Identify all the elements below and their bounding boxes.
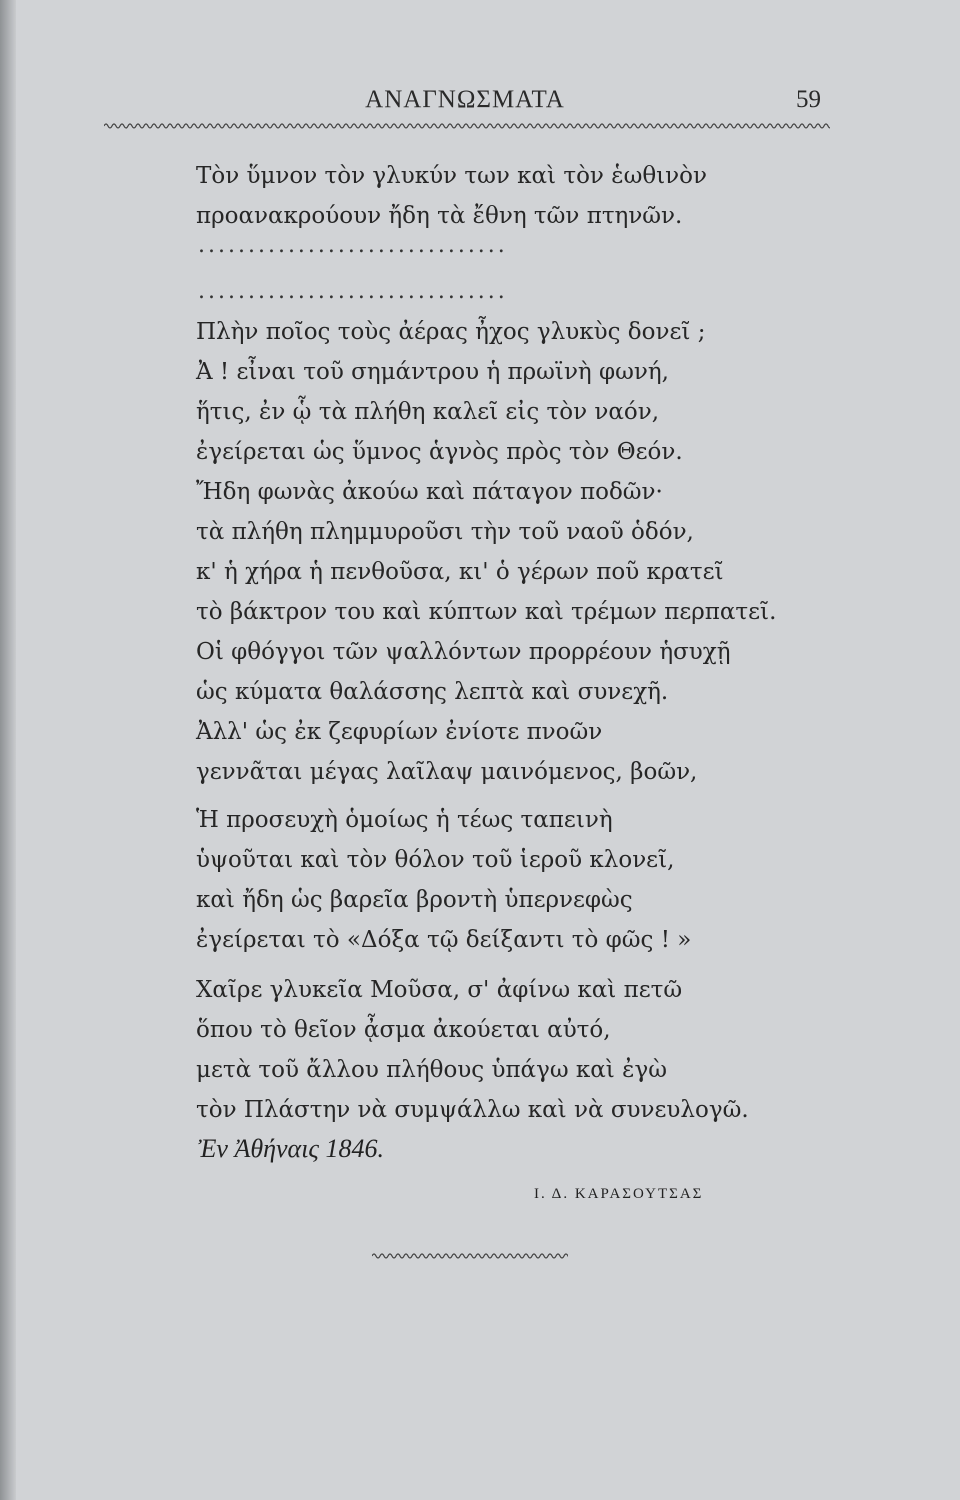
- page-edge-shadow: [0, 0, 16, 1500]
- verse-line: ὅπου τὸ θεῖον ᾆσμα ἀκούεται αὐτό,: [196, 1017, 611, 1043]
- stanza-1: [196, 156, 707, 236]
- verse-line: Τὸν ὕμνον τὸν γλυκύν των καὶ τὸν ἑωθινὸν: [196, 163, 707, 189]
- verse-line: Ἀ ! εἶναι τοῦ σημάντρου ἡ πρωϊνὴ φωνή,: [196, 359, 669, 385]
- verse-line: μετὰ τοῦ ἄλλου πλήθους ὑπάγω καὶ ἐγὼ: [196, 1057, 667, 1083]
- verse-line: ὑψοῦται καὶ τὸν θόλον τοῦ ἱεροῦ κλονεῖ,: [196, 847, 675, 873]
- verse-line: καὶ ἤδη ὡς βαρεῖα βροντὴ ὑπερνεφὼς: [196, 887, 633, 913]
- verse-line: κ' ἡ χήρα ἡ πενθοῦσα, κι' ὁ γέρων ποῦ κρατεῖ: [196, 559, 724, 585]
- header-wavy-rule: [104, 120, 830, 132]
- stanza-4: [196, 632, 731, 792]
- verse-line: Χαῖρε γλυκεῖα Μοῦσα, σ' ἀφίνω καὶ πετῶ: [196, 977, 683, 1003]
- author-signature: Ι. Δ. ΚΑΡΑΣΟΥΤΣΑΣ: [534, 1186, 704, 1202]
- stanza-3: [196, 472, 776, 632]
- stanza-2: [196, 312, 705, 472]
- ellipsis-line: ...............................: [198, 233, 508, 258]
- page-number: 59: [796, 86, 821, 113]
- ellipsis-line: ...............................: [198, 279, 508, 304]
- stanza-6: [196, 970, 749, 1130]
- closing-wavy-rule: [372, 1250, 568, 1262]
- verse-line: ὡς κύματα θαλάσσης λεπτὰ καὶ συνεχῆ.: [196, 679, 669, 705]
- verse-line: Ἡ προσευχὴ ὁμοίως ἡ τέως ταπεινὴ: [196, 807, 613, 833]
- verse-line: προανακρούουν ἤδη τὰ ἔθνη τῶν πτηνῶν.: [196, 203, 683, 229]
- verse-line: γεννᾶται μέγας λαῖλαψ μαινόμενος, βοῶν,: [196, 759, 698, 785]
- running-header-title: ΑΝΑΓΝΩΣΜΑΤΑ: [365, 86, 565, 113]
- verse-line: ἥτις, ἐν ᾧ τὰ πλήθη καλεῖ εἰς τὸν ναόν,: [196, 399, 660, 425]
- verse-line: ἐγείρεται ὡς ὕμνος ἁγνὸς πρὸς τὸν Θεόν.: [196, 439, 683, 465]
- verse-line: τὸ βάκτρον του καὶ κύπτων καὶ τρέμων περπατεῖ.: [196, 599, 777, 625]
- place-date-line: Ἐν Ἀθήναις 1846.: [198, 1134, 384, 1163]
- verse-line: ἐγείρεται τὸ «Δόξα τῷ δείξαντι τὸ φῶς ! »: [196, 927, 692, 953]
- ellipsis-block: [198, 226, 508, 312]
- verse-line: τὰ πλήθη πλημμυροῦσι τὴν τοῦ ναοῦ ὁδόν,: [196, 519, 694, 545]
- stanza-5: [196, 800, 691, 960]
- verse-line: Ἀλλ' ὡς ἐκ ζεφυρίων ἐνίοτε πνοῶν: [196, 719, 603, 745]
- verse-line: τὸν Πλάστην νὰ συμψάλλω καὶ νὰ συνευλογῶ.: [196, 1097, 749, 1123]
- verse-line: Οἱ φθόγγοι τῶν ψαλλόντων προρρέουν ἡσυχῇ: [196, 639, 731, 665]
- verse-line: Ἤδη φωνὰς ἀκούω καὶ πάταγον ποδῶν·: [196, 479, 663, 505]
- verse-line: Πλὴν ποῖος τοὺς ἀέρας ἦχος γλυκὺς δονεῖ ;: [196, 319, 706, 345]
